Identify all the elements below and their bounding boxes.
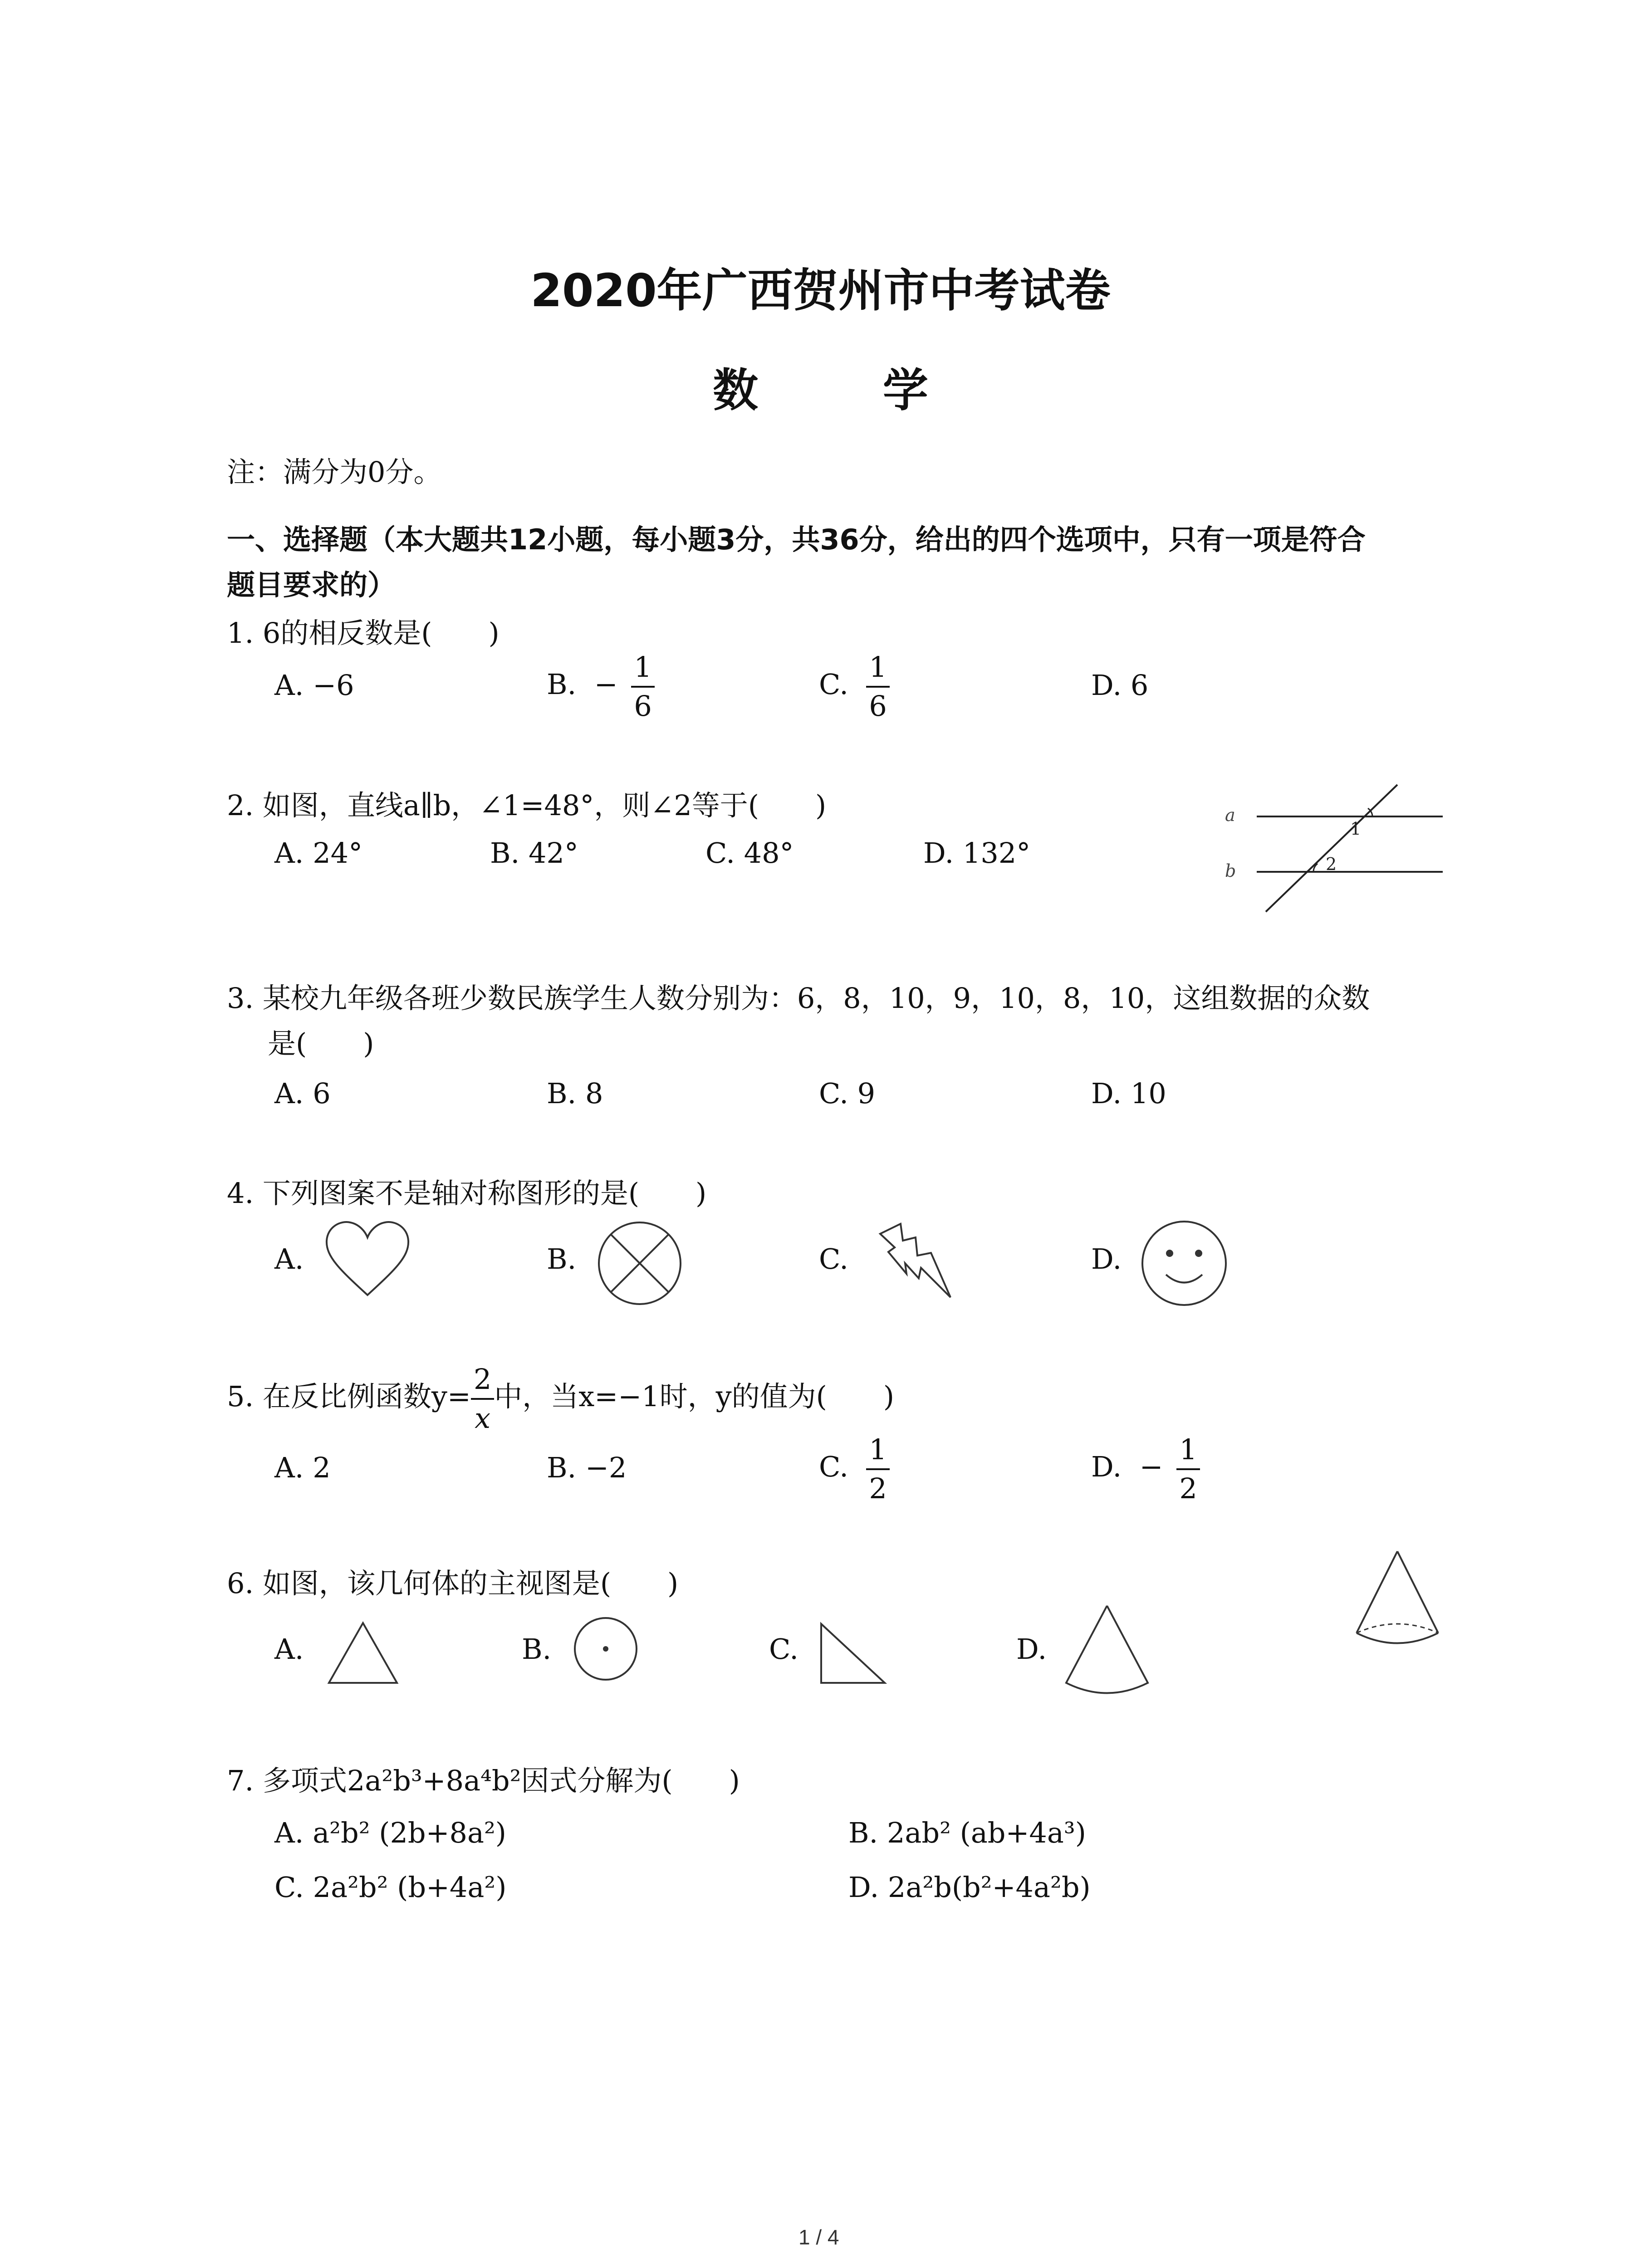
score-note: 注：满分为0分。	[227, 455, 442, 489]
lightning-bolt-icon	[867, 1220, 957, 1311]
subject-title: 数 学	[713, 364, 983, 417]
q3-stem-line2: 是( )	[268, 1027, 374, 1060]
q4-option-b-label: B.	[547, 1242, 577, 1276]
q2-option-a: A. 24°	[274, 836, 363, 870]
q1-stem: 1. 6的相反数是( )	[227, 616, 500, 650]
crossed-circle-icon	[594, 1218, 685, 1309]
fig-label-a: a	[1225, 805, 1235, 825]
q7-option-b: B. 2ab² (ab+4a³)	[848, 1816, 1086, 1849]
exam-title: 2020年广西贺州市中考试卷	[530, 264, 1111, 317]
q7-stem: 7. 多项式2a²b³+8a⁴b²因式分解为( )	[227, 1764, 740, 1797]
q1-option-b: B. − $\frac{1}{6}$	[547, 653, 655, 720]
q5-option-d: D. − $\frac{1}{2}$	[1091, 1436, 1200, 1503]
parallel-lines-figure	[1216, 771, 1452, 925]
q2-option-c: C. 48°	[705, 836, 794, 870]
q5-option-c: C. $\frac{1}{2}$	[819, 1436, 890, 1503]
fig-label-b: b	[1225, 861, 1236, 881]
q3-option-c: C. 9	[819, 1077, 876, 1110]
section-heading-line2: 题目要求的）	[227, 568, 396, 601]
q5-option-b: B. −2	[547, 1451, 627, 1484]
q4-option-c-label: C.	[819, 1242, 848, 1276]
q6-option-d-label: D.	[1016, 1633, 1047, 1666]
fig-angle-2: 2	[1326, 854, 1337, 874]
cone-solid-figure	[1352, 1547, 1443, 1651]
q3-option-a: A. 6	[274, 1077, 331, 1110]
q2-option-d: D. 132°	[923, 836, 1031, 870]
q3-stem-line1: 3. 某校九年级各班少数民族学生人数分别为：6，8，10，9，10，8，10，这组数据的众数	[227, 982, 1370, 1015]
q5-stem: 5. 在反比例函数y= $\frac{2}{x}$ 中，当x=−1时，y的值为( )	[227, 1363, 895, 1435]
q2-option-b: B. 42°	[490, 836, 578, 870]
right-triangle-icon	[817, 1619, 889, 1687]
cone-front-view-icon	[1062, 1601, 1152, 1701]
heart-icon	[322, 1220, 413, 1302]
q2-stem: 2. 如图，直线a∥b，∠1=48°，则∠2等于( )	[227, 789, 827, 822]
triangle-icon	[324, 1619, 402, 1687]
q4-stem: 4. 下列图案不是轴对称图形的是( )	[227, 1177, 707, 1210]
q7-option-a: A. a²b² (2b+8a²)	[274, 1816, 506, 1849]
q6-option-c-label: C.	[769, 1633, 798, 1666]
q4-option-d-label: D.	[1091, 1242, 1122, 1276]
q7-option-d: D. 2a²b(b²+4a²b)	[848, 1871, 1091, 1904]
q7-option-c: C. 2a²b² (b+4a²)	[274, 1871, 507, 1904]
smiley-face-icon	[1139, 1218, 1230, 1309]
q6-option-b-label: B.	[522, 1633, 552, 1666]
q5-option-a: A. 2	[274, 1451, 331, 1484]
q4-option-a-label: A.	[274, 1242, 304, 1276]
q6-stem: 6. 如图，该几何体的主视图是( )	[227, 1567, 679, 1600]
q6-option-a-label: A.	[274, 1633, 304, 1666]
q1-option-a: A. −6	[274, 669, 354, 702]
q1-option-c: C. $\frac{1}{6}$	[819, 653, 890, 720]
q3-option-d: D. 10	[1091, 1077, 1166, 1110]
section-heading-line1: 一、选择题（本大题共12小题，每小题3分，共36分，给出的四个选项中，只有一项是符合	[227, 523, 1366, 556]
fig-angle-1: 1	[1350, 819, 1362, 839]
circle-with-dot-icon	[572, 1615, 640, 1683]
q1-option-d: D. 6	[1091, 669, 1149, 702]
q3-option-b: B. 8	[547, 1077, 603, 1110]
page-number: 1 / 4	[798, 2225, 839, 2249]
